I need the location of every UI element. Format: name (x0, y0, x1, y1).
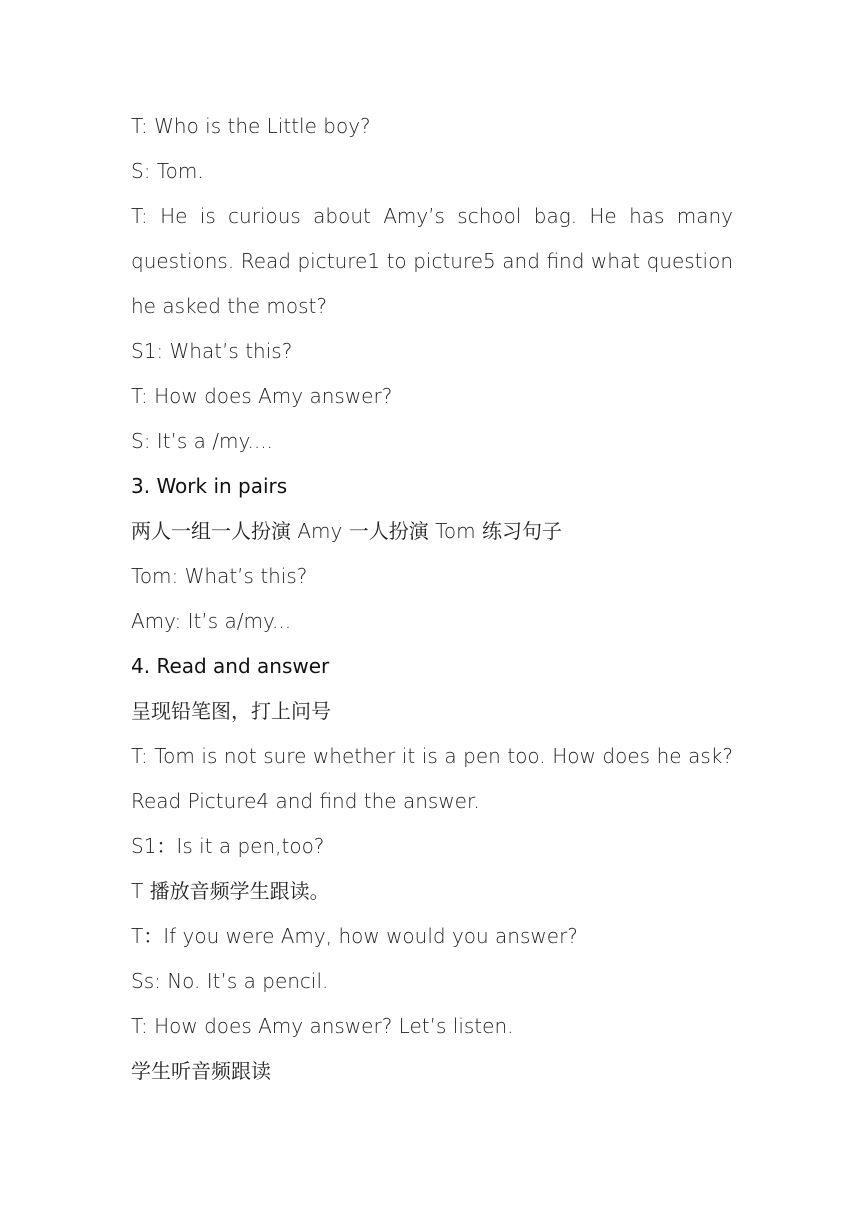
instruction-line: 两人一组一人扮演 Amy 一人扮演 Tom 练习句子 (131, 519, 562, 543)
dialogue-line: S1: What’s this? (131, 339, 293, 363)
dialogue-line: T: How does Amy answer? (131, 384, 393, 408)
dialogue-line: Tom: What’s this? (131, 564, 308, 588)
section-heading: 3. Work in pairs (131, 474, 288, 498)
dialogue-line: T: Who is the Little boy? (131, 114, 371, 138)
dialogue-line: S: Tom. (131, 159, 204, 183)
instruction-line: 学生听音频跟读 (131, 1059, 271, 1083)
dialogue-line: T：If you were Amy, how would you answer? (131, 924, 578, 948)
instruction-line: T 播放音频学生跟读。 (131, 879, 330, 903)
dialogue-line: Amy: It’s a/my... (131, 609, 292, 633)
document-body (131, 104, 733, 1094)
dialogue-paragraph: T: Tom is not sure whether it is a pen too. How does he ask? Read Picture4 and find the answer. (131, 744, 733, 813)
dialogue-line: S1：Is it a pen,too? (131, 834, 325, 858)
dialogue-line: S: It’s a /my.... (131, 429, 273, 453)
dialogue-line: Ss: No. It’s a pencil. (131, 969, 329, 993)
section-heading: 4. Read and answer (131, 654, 330, 678)
dialogue-line: T: How does Amy answer? Let’s listen. (131, 1014, 514, 1038)
instruction-line: 呈现铅笔图，打上问号 (131, 699, 331, 723)
dialogue-paragraph: T: He is curious about Amy’s school bag. He has many questions. Read picture1 to picture5 and find what question he asked the most? (131, 204, 733, 318)
